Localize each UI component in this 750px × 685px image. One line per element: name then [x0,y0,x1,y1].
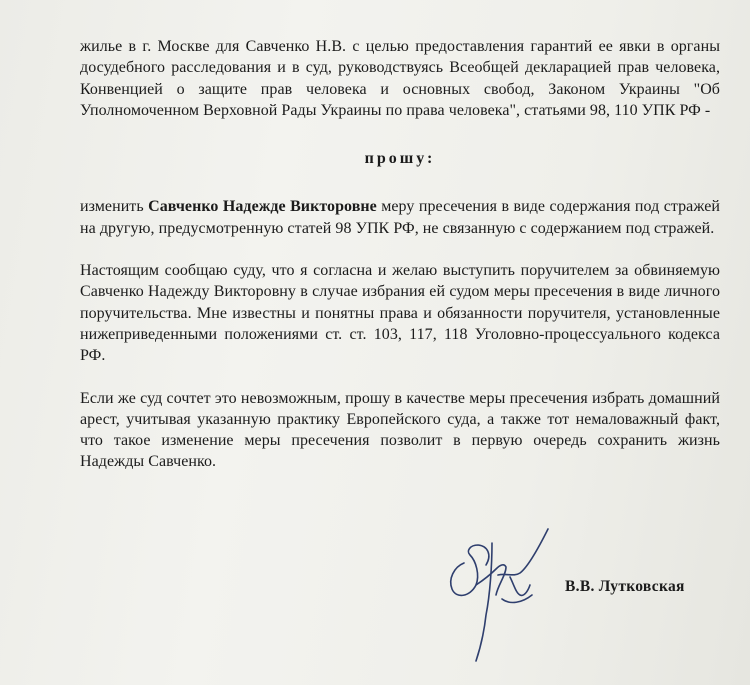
handwritten-signature [440,515,560,665]
signer-name: В.В. Лутковская [565,578,685,595]
alternative-paragraph: Если же суд сочтет это невозможным, прошу в качестве меры пресечения избрать домашний арест, учитывая указанную практику Европейского суда, а также тот немаловажный факт, что такое изменение меры пресечения позволит в первую очередь сохранить жизнь Надежды Савченко. [80,389,720,471]
intro-paragraph: жилье в г. Москве для Савченко Н.В. с целью предоставления гарантий ее явки в органы досудебного расследования и в суд, руководствуясь Всеобщей декларацией прав человека, Конвенцией о защите прав человека и основных свобод, Законом Украины "Об Уполномоченном Верховной Рады Украины по права человека", статьями 98, 110 УПК РФ - [80,38,720,119]
guarantor-paragraph: Настоящим сообщаю суду, что я согласна и желаю выступить поручителем за обвиняемую Савченко Надежду Викторовну в случае избрания ей судом меры пресечения в виде личного поручительства. Мне известны и понятны права и обязанности поручителя, установленные нижеприведенными положениями ст. ст. 103, 117, 118 Уголовно-процессуального кодекса РФ. [80,262,720,365]
document-body [80,36,720,494]
request-paragraph [80,196,720,239]
request-rest: меру пресечения в виде содержания под стражей на другую, предусмотренную статей 98 УПК РФ, не связанную с содержанием под стражей. [80,198,720,237]
request-heading: прошу: [364,150,436,168]
request-name: Савченко Надежде Викторовне [148,198,377,216]
request-prefix: изменить [80,198,149,216]
